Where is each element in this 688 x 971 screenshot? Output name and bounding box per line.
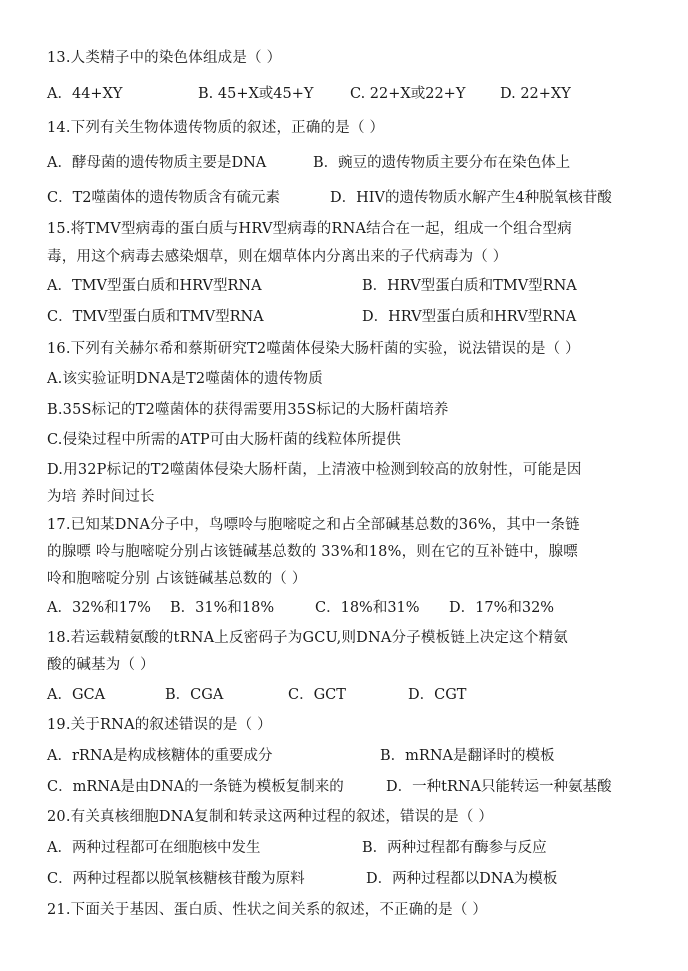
q14-option-d: D．HIV的遗传物质水解产生4种脱氧核苷酸 — [330, 190, 612, 206]
q14-stem: 14.下列有关生物体遗传物质的叙述，正确的是（ ） — [47, 120, 385, 136]
q18-option-d: D．CGT — [408, 687, 467, 703]
q13-option-a: A．44+XY — [47, 86, 123, 102]
q20-option-c: C．两种过程都以脱氧核糖核苷酸为原料 — [47, 871, 305, 887]
q18-option-b: B．CGA — [165, 687, 224, 703]
q20-option-a: A．两种过程都可在细胞核中发生 — [47, 840, 261, 856]
q18-stem-line1: 18.若运载精氨酸的tRNA上反密码子为GCU,则DNA分子模板链上决定这个精氨 — [47, 630, 568, 646]
q15-stem-line2: 毒，用这个病毒去感染烟草，则在烟草体内分离出来的子代病毒为（ ） — [47, 249, 508, 265]
q14-option-a: A．酵母菌的遗传物质主要是DNA — [47, 155, 267, 171]
q18-option-c: C．GCT — [288, 687, 346, 703]
q19-option-a: A．rRNA是构成核糖体的重要成分 — [47, 748, 273, 764]
q17-option-c: C．18%和31% — [315, 600, 420, 616]
q16-option-c: C.侵染过程中所需的ATP可由大肠杆菌的线粒体所提供 — [47, 432, 401, 448]
q14-option-c: C．T2噬菌体的遗传物质含有硫元素 — [47, 190, 280, 206]
q17-stem-line3: 呤和胞嘧啶分别 占该链碱基总数的（ ） — [47, 571, 307, 587]
q21-stem: 21.下面关于基因、蛋白质、性状之间关系的叙述，不正确的是（ ） — [47, 902, 488, 918]
q18-stem-line2: 酸的碱基为（ ） — [47, 657, 155, 673]
q15-option-c: C．TMV型蛋白质和TMV型RNA — [47, 309, 264, 325]
q17-stem-line2: 的腺嘌 呤与胞嘧啶分别占该链碱基总数的 33%和18%，则在它的互补链中，腺嘌 — [47, 544, 578, 560]
q17-stem-line1: 17.已知某DNA分子中，鸟嘌呤与胞嘧啶之和占全部碱基总数的36%，其中一条链 — [47, 517, 580, 533]
q19-option-b: B．mRNA是翻译时的模板 — [380, 748, 555, 764]
q15-option-a: A．TMV型蛋白质和HRV型RNA — [47, 278, 262, 294]
q13-option-b: B. 45+X或45+Y — [198, 86, 314, 102]
q15-option-d: D．HRV型蛋白质和HRV型RNA — [362, 309, 577, 325]
q13-stem: 13.人类精子中的染色体组成是（ ） — [47, 50, 282, 66]
q20-option-d: D．两种过程都以DNA为模板 — [366, 871, 558, 887]
q16-option-d-line2: 为培 养时间过长 — [47, 489, 155, 505]
q18-option-a: A．GCA — [47, 687, 106, 703]
q16-option-b: B.35S标记的T2噬菌体的获得需要用35S标记的大肠杆菌培养 — [47, 402, 449, 418]
q13-option-c: C. 22+X或22+Y — [350, 86, 466, 102]
q19-option-c: C．mRNA是由DNA的一条链为模板复制来的 — [47, 779, 344, 795]
q17-option-d: D．17%和32% — [449, 600, 555, 616]
q20-option-b: B．两种过程都有酶参与反应 — [362, 840, 547, 856]
q19-option-d: D．一种tRNA只能转运一种氨基酸 — [386, 779, 612, 795]
q15-stem-line1: 15.将TMV型病毒的蛋白质与HRV型病毒的RNA结合在一起，组成一个组合型病 — [47, 221, 572, 237]
q16-stem: 16.下列有关赫尔希和蔡斯研究T2噬菌体侵染大肠杆菌的实验，说法错误的是（ ） — [47, 341, 580, 357]
q19-stem: 19.关于RNA的叙述错误的是（ ） — [47, 717, 272, 733]
q13-option-d: D. 22+XY — [500, 86, 571, 102]
q15-option-b: B．HRV型蛋白质和TMV型RNA — [362, 278, 577, 294]
q20-stem: 20.有关真核细胞DNA复制和转录这两种过程的叙述，错误的是（ ） — [47, 809, 494, 825]
q16-option-d-line1: D.用32P标记的T2噬菌体侵染大肠杆菌，上清液中检测到较高的放射性，可能是因 — [47, 462, 582, 478]
q14-option-b: B．豌豆的遗传物质主要分布在染色体上 — [313, 155, 571, 171]
q16-option-a: A.该实验证明DNA是T2噬菌体的遗传物质 — [47, 371, 323, 387]
q17-option-a: A．32%和17% — [47, 600, 151, 616]
q17-option-b: B．31%和18% — [170, 600, 275, 616]
